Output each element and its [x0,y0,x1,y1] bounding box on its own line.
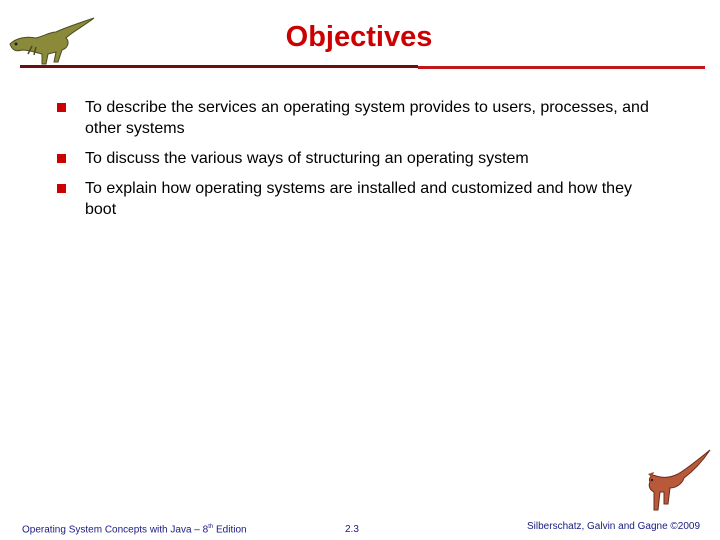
bullet-text: To discuss the various ways of structuring an operating system [85,150,529,167]
footer-book-title-prefix: Operating System Concepts with Java – 8 [22,524,209,536]
bullet-marker [57,103,66,112]
bullet-marker [57,184,66,193]
slide-title: Objectives [285,21,433,53]
bullet-item [57,97,667,139]
footer-authors: Silberschatz, Galvin and Gagne ©2009 [527,521,701,532]
bullet-item [57,148,667,169]
bullet-item [57,178,667,220]
bullet-list [57,97,667,229]
dinosaur-icon [640,448,712,518]
bullet-text: To explain how operating systems are installed and customized and how they boot [85,180,632,218]
bullet-text: To describe the services an operating system provides to users, processes, and other systems [85,99,649,137]
footer-edition-suffix: Edition [213,524,247,536]
footer-book-title [22,524,247,535]
title-rule-dark [20,65,418,68]
title-rule-red [418,66,705,69]
footer-edition-sup: th [208,524,214,530]
footer-page-number: 2.3 [345,524,359,535]
bullet-marker [57,154,66,163]
